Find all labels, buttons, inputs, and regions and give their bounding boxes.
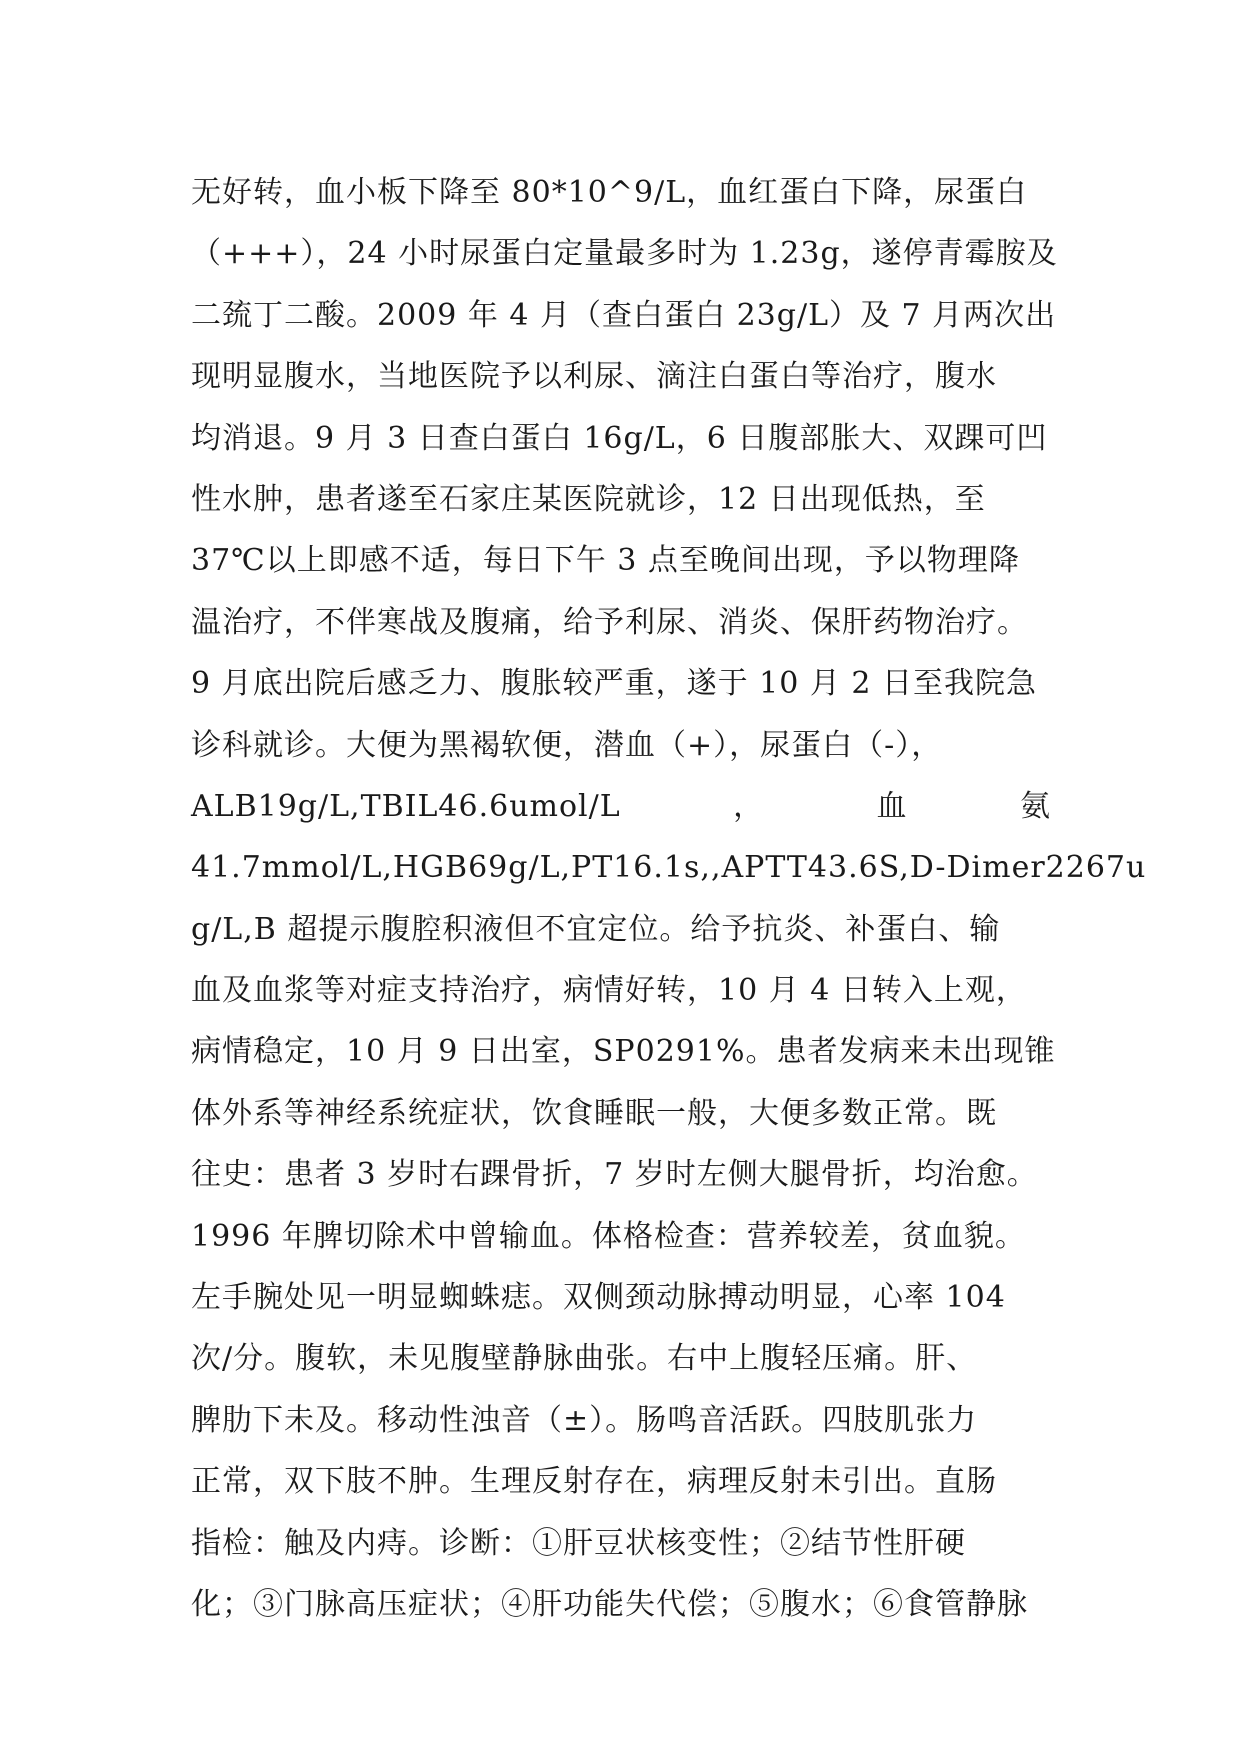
text-line: 往史：患者 3 岁时右踝骨折，7 岁时左侧大腿骨折，均治愈。	[191, 1157, 1038, 1193]
text-line: （+++），24 小时尿蛋白定量最多时为 1.23g，遂停青霉胺及	[191, 236, 1058, 272]
text-line: 9 月底出院后感乏力、腹胀较严重，遂于 10 月 2 日至我院急	[191, 666, 1038, 702]
text-line: 性水肿，患者遂至石家庄某医院就诊，12 日出现低热，至	[191, 481, 986, 517]
text-line: 次/分。腹软，未见腹壁静脉曲张。右中上腹轻压痛。肝、	[191, 1341, 978, 1377]
text-line: 温治疗，不伴寒战及腹痛，给予利尿、消炎、保肝药物治疗。	[191, 604, 1028, 640]
text-line: 病情稳定，10 月 9 日出室，SP0291%。患者发病来未出现锥	[191, 1034, 1056, 1070]
text-line-justified	[191, 776, 1051, 837]
text-line: 血及血浆等对症支持治疗，病情好转，10 月 4 日转入上观，	[191, 973, 1027, 1009]
text-line: 指检：触及内痔。诊断：①肝豆状核变性；②结节性肝硬	[191, 1525, 966, 1561]
ammonia-char: 氨	[1019, 788, 1051, 824]
text-line: 诊科就诊。大便为黑褐软便，潜血（+），尿蛋白（-），	[191, 727, 943, 763]
text-line: 37℃以上即感不适，每日下午 3 点至晚间出现，予以物理降	[191, 543, 1020, 579]
comma-text: ，	[733, 788, 765, 824]
text-line: 二巯丁二酸。2009 年 4 月（查白蛋白 23g/L）及 7 月两次出	[191, 297, 1057, 333]
text-line: 均消退。9 月 3 日查白蛋白 16g/L，6 日腹部胀大、双踝可凹	[191, 420, 1048, 456]
lab-values-text: ALB19g/L,TBIL46.6umol/L	[191, 788, 621, 824]
text-line: 左手腕处见一明显蜘蛛痣。双侧颈动脉搏动明显，心率 104	[191, 1280, 1006, 1316]
text-line: 41.7mmol/L,HGB69g/L,PT16.1s,,APTT43.6S,D-Dimer2267u	[191, 850, 1147, 886]
text-line: 无好转，血小板下降至 80*10^9/L，血红蛋白下降，尿蛋白	[191, 175, 1028, 210]
text-line: g/L,B 超提示腹腔积液但不宜定位。给予抗炎、补蛋白、输	[191, 911, 1001, 947]
text-line: 1996 年脾切除术中曾输血。体格检查：营养较差，贫血貌。	[191, 1218, 1026, 1254]
text-line: 体外系等神经系统症状，饮食睡眠一般，大便多数正常。既	[191, 1095, 997, 1131]
text-line: 现明显腹水，当地医院予以利尿、滴注白蛋白等治疗，腹水	[191, 359, 997, 395]
text-line: 脾肋下未及。移动性浊音（±）。肠鸣音活跃。四肢肌张力	[191, 1402, 978, 1438]
text-line: 正常，双下肢不肿。生理反射存在，病理反射未引出。直肠	[191, 1464, 997, 1500]
blood-char: 血	[876, 788, 908, 824]
text-line: 化；③门脉高压症状；④肝功能失代偿；⑤腹水；⑥食管静脉	[191, 1586, 1028, 1622]
body-text	[191, 162, 1147, 1635]
